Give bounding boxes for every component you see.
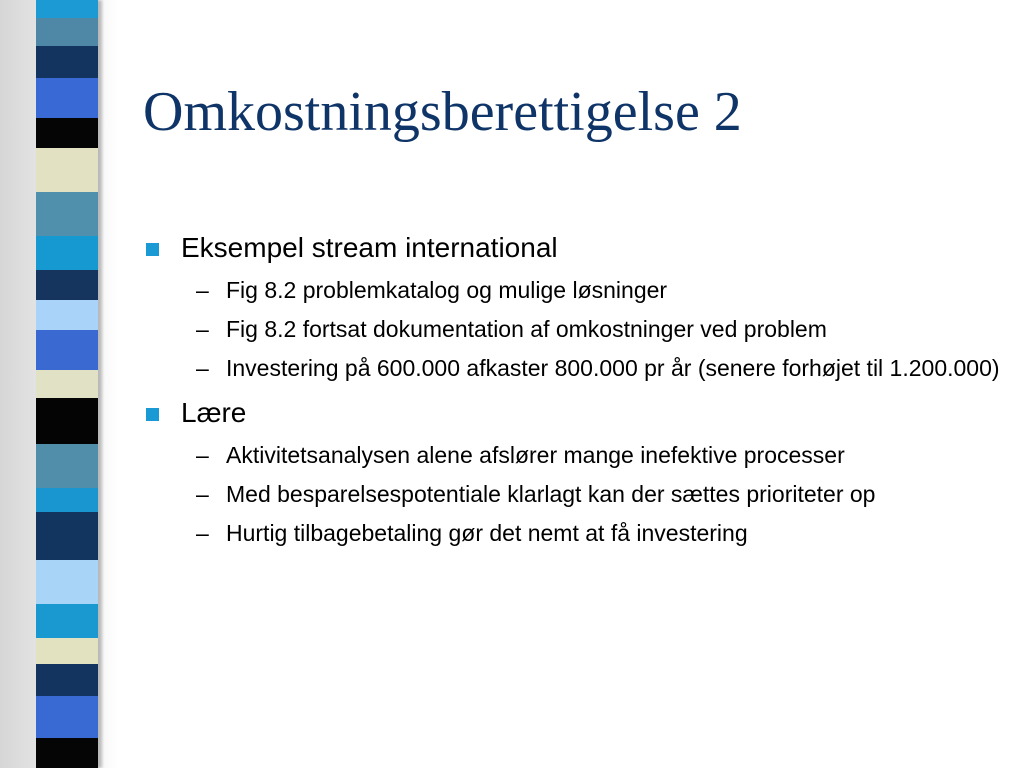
stripe-segment [36,488,98,512]
square-bullet-icon [146,243,159,256]
stripe-segment [36,330,98,370]
stripe-segment [36,236,98,270]
sub-bullet-item [145,518,1005,549]
slide-title: Omkostningsberettigelse 2 [143,81,742,143]
bullet-item-text: Lære [181,397,247,428]
sub-bullet-item [145,353,1005,384]
sub-bullet-text: Fig 8.2 problemkatalog og mulige løsninger [226,277,668,303]
dash-bullet: – [196,277,209,303]
sub-bullet-item [145,479,1005,510]
square-bullet-icon [146,408,159,421]
sub-bullet-item [145,440,1005,471]
stripe-segment [36,738,98,768]
stripe-segment [36,398,98,444]
stripe-segment [36,118,98,148]
stripe-segment [36,0,98,18]
sub-bullet-list [145,275,1005,384]
stripe-segment [36,270,98,300]
stripe-segment [36,638,98,664]
stripe-segment [36,148,98,192]
stripe-segment [36,512,98,560]
slide-body [145,229,1005,549]
dash-bullet: – [196,481,209,507]
stripe-segment [36,444,98,488]
sub-bullet-text: Hurtig tilbagebetaling gør det nemt at få investering [226,520,748,546]
dash-bullet: – [196,442,209,468]
decorative-color-stripe [36,0,98,768]
stripe-segment [36,18,98,46]
sub-bullet-text: Fig 8.2 fortsat dokumentation af omkostninger ved problem [226,316,827,342]
bullet-item-text: Eksempel stream international [181,232,558,263]
sub-bullet-text: Investering på 600.000 afkaster 800.000 pr år (senere forhøjet til 1.200.000) [226,355,1000,381]
dash-bullet: – [196,520,209,546]
sub-bullet-item [145,275,1005,306]
stripe-segment [36,300,98,330]
stripe-segment [36,192,98,236]
stripe-segment [36,604,98,638]
stripe-segment [36,664,98,696]
bullet-item [145,394,1005,432]
stripe-segment [36,78,98,118]
sub-bullet-list [145,440,1005,549]
sub-bullet-text: Aktivitetsanalysen alene afslører mange inefektive processer [226,442,845,468]
sub-bullet-text: Med besparelsespotentiale klarlagt kan der sættes prioriteter op [226,481,876,507]
stripe-segment [36,696,98,738]
bullet-item [145,229,1005,267]
stripe-segment [36,560,98,604]
dash-bullet: – [196,355,209,381]
stripe-segment [36,46,98,78]
stripe-segment [36,370,98,398]
dash-bullet: – [196,316,209,342]
sub-bullet-item [145,314,1005,345]
